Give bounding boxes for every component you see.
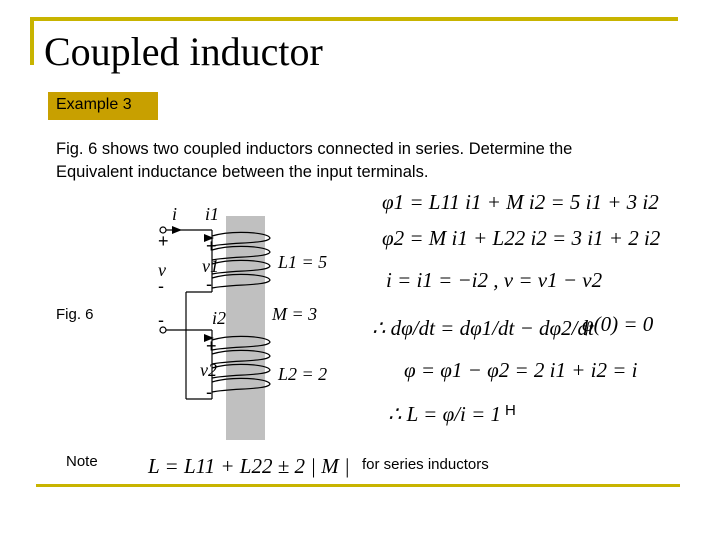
problem-line-2: Equivalent inductance between the input terminals. [56,163,429,181]
fig-L2: L2 = 2 [278,364,328,384]
equation-initial: φ(0) = 0 [582,312,654,336]
fig-minus-1: - [158,276,164,296]
fig-v1: v1 [202,256,219,276]
fig-plus-1: + [158,231,169,251]
equation-series-L: L = L11 + L22 ± 2 | M | [148,454,350,478]
equation-currents: i = i1 = −i2 , v = v1 − v2 [386,268,603,292]
fig-i1: i1 [205,204,220,224]
fig-v2: v2 [200,360,217,380]
fig-L1: L1 = 5 [278,252,328,272]
equation-derivative: ∴ dφ/dt = dφ1/dt − dφ2/dt [372,316,594,340]
unit-henry: H [505,402,516,419]
fig-i: i [172,204,178,224]
equation-phi2: φ2 = M i1 + L22 i2 = 3 i1 + 2 i2 [382,226,661,250]
fig-plus-3: + [206,336,217,356]
slide-title: Coupled inductor [44,29,323,74]
fig-minus-2: - [206,274,212,294]
fig-M: M = 3 [272,304,318,324]
equation-phi1: φ1 = L11 i1 + M i2 = 5 i1 + 3 i2 [382,190,659,214]
equation-phi: φ = φ1 − φ2 = 2 i1 + i2 = i [404,358,638,382]
fig-label: Fig. 6 [56,306,94,323]
fig-plus-2: + [206,236,217,256]
equation-L: ∴ L = φ/i = 1 [388,402,502,426]
fig-v: v [158,260,166,280]
fig-i2: i2 [212,308,227,328]
magnetic-core [226,216,265,440]
series-note: for series inductors [362,456,489,473]
fig-minus-4: - [206,382,212,402]
note-label: Note [66,453,98,470]
fig-minus-3: - [158,310,164,330]
example-badge-label: Example 3 [56,96,132,113]
problem-line-1: Fig. 6 shows two coupled inductors connected in series. Determine the [56,140,573,158]
